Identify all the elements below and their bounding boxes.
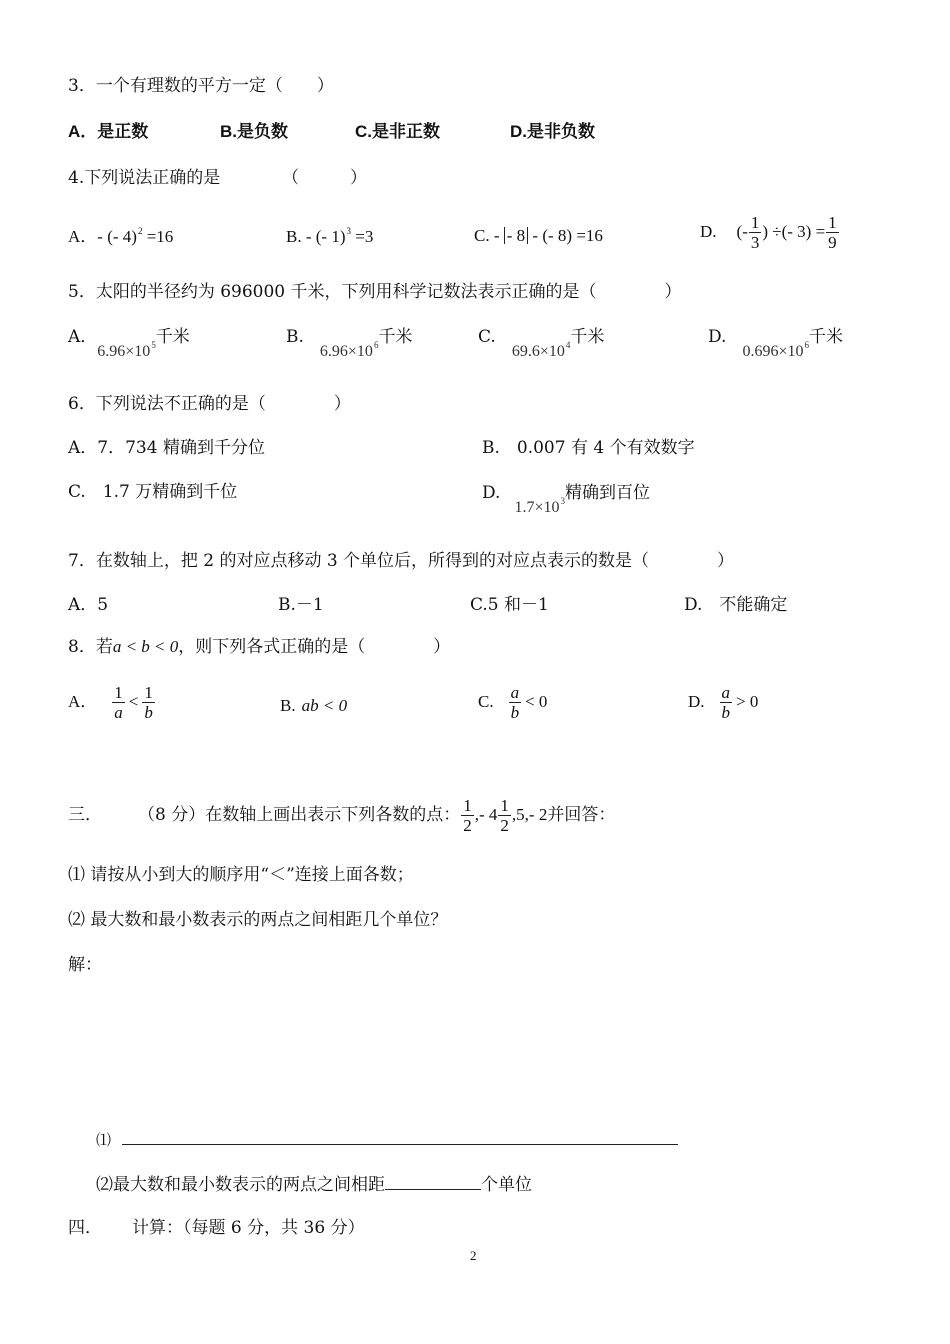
- q5-c-label: C.: [478, 327, 496, 347]
- sec3-answer-2-post: 个单位: [481, 1175, 532, 1195]
- q8-b-expr: ab < 0: [301, 696, 348, 715]
- q7-option-b: B.－1: [278, 595, 324, 615]
- q4-paren: （ ）: [282, 168, 367, 188]
- q4-a-result: =16: [142, 227, 174, 246]
- q6-d-post: 精确到百位: [564, 483, 650, 503]
- q8-stem-post: ，则下列各式正确的是（ ）: [178, 637, 451, 657]
- q4-a-expr: - (- 4): [97, 227, 137, 246]
- q5-c-base: 69.6×10: [511, 343, 565, 360]
- q4-d-frac-num: 1: [750, 213, 760, 232]
- sec3-intro: （8 分）在数轴上画出表示下列各数的点：: [138, 805, 461, 826]
- q5-b-label: B.: [286, 327, 304, 347]
- q4-a-exp: 2: [137, 226, 143, 236]
- q8-c-num: a: [510, 683, 520, 702]
- q4-c-label: C. -: [474, 226, 500, 245]
- sec3-frac-1: [461, 797, 474, 834]
- q8-a-left-num: 1: [114, 683, 123, 702]
- q5-b-base: 6.96×10: [319, 343, 373, 360]
- q6-stem: 6．下列说法不正确的是（ ）: [68, 394, 351, 414]
- q6-d-value: [514, 496, 565, 516]
- q5-stem: 5．太阳的半径约为 696000 千米，下列用科学记数法表示正确的是（ ）: [68, 282, 682, 302]
- q8-option-c: [478, 684, 547, 721]
- q4-b-expr: B. - (- 1): [286, 227, 346, 246]
- sec3-number: 三．: [68, 805, 102, 826]
- q6-d-base: 1.7×10: [514, 499, 560, 516]
- q8-a-right-num: 1: [144, 683, 153, 702]
- q5-b-value: [319, 340, 379, 360]
- q8-a-label: A．: [68, 692, 98, 712]
- q8-d-fraction: [720, 684, 733, 721]
- q8-c-relation: < 0: [525, 692, 548, 712]
- q7-stem: 7．在数轴上，把 2 的对应点移动 3 个单位后，所得到的对应点表示的数是（ ）: [68, 551, 735, 571]
- q8-a-frac-right: [142, 684, 155, 721]
- q5-c-exp: 4: [565, 340, 571, 350]
- sec3-answer-1-label: ⑴: [96, 1131, 112, 1149]
- sec4-heading: [68, 1218, 365, 1238]
- sec3-answer-1: [96, 1130, 678, 1149]
- q8-option-a: [68, 684, 156, 721]
- sec3-f1-den: 2: [463, 816, 472, 835]
- q5-d-label: D.: [708, 327, 727, 347]
- sec3-f2-den: 2: [500, 816, 509, 835]
- q3-option-c: C.是非正数: [355, 122, 440, 141]
- q8-a-right-den: b: [144, 703, 153, 722]
- q8-stem: [68, 637, 450, 657]
- q4-b-exp: 3: [346, 226, 351, 236]
- q5-d-unit: 千米: [808, 327, 843, 347]
- q8-d-den: b: [721, 703, 731, 722]
- sec3-mid2: ,5,- 2: [511, 805, 548, 825]
- q4-a-label: A．: [68, 227, 98, 246]
- q8-condition: a < b < 0: [112, 637, 179, 656]
- q4-option-b: [286, 226, 373, 247]
- q6-d-exp: 3: [560, 496, 565, 506]
- q5-a-unit: 千米: [155, 327, 190, 347]
- q4-option-a: [68, 226, 173, 247]
- q3-option-d: D.是非负数: [510, 122, 595, 141]
- q5-a-label: A．: [68, 327, 98, 347]
- q4-d-label: D.: [700, 222, 717, 242]
- q8-a-frac-left: [112, 684, 125, 721]
- q6-option-a: A．7．734 精确到千分位: [68, 438, 265, 458]
- q4-d-res-den: 9: [828, 233, 837, 252]
- q4-d-res-num: 1: [828, 213, 837, 232]
- sec3-answer-1-blank[interactable]: [122, 1130, 678, 1145]
- q5-b-unit: 千米: [378, 327, 413, 347]
- q4-option-d: [700, 214, 840, 251]
- sec3-heading: [68, 797, 615, 834]
- q5-a-exp: 5: [151, 340, 156, 350]
- q8-c-den: b: [510, 703, 520, 722]
- q3-option-b: B.是负数: [220, 122, 288, 141]
- q4-option-c: [474, 226, 603, 246]
- q4-d-open: (-: [736, 222, 748, 242]
- q7-option-a: A．5: [68, 595, 109, 615]
- q4-d-mid: ) ÷(- 3) =: [762, 222, 826, 242]
- q5-a-value: [97, 340, 156, 360]
- q5-c-unit: 千米: [570, 327, 605, 347]
- q6-option-b: B. 0.007 有 4 个有效数字: [482, 438, 695, 458]
- q5-d-base: 0.696×10: [742, 343, 804, 360]
- sec3-solution-label: 解：: [68, 955, 102, 975]
- q4-d-fraction: [749, 214, 762, 251]
- sec3-tail: 并回答：: [547, 805, 616, 826]
- q5-c-value: [511, 340, 571, 360]
- q8-stem-pre: 8．若: [68, 637, 113, 657]
- q8-d-num: a: [721, 683, 731, 702]
- page-number: 2: [470, 1248, 477, 1263]
- q6-d-label: D.: [482, 483, 501, 503]
- q7-option-c: C.5 和－1: [470, 595, 549, 615]
- sec3-answer-2: [96, 1173, 532, 1195]
- q8-option-d: [688, 684, 758, 721]
- q5-d-value: [742, 340, 809, 360]
- q4-c-result: - (- 8) =16: [532, 226, 603, 245]
- q8-a-relation: <: [128, 692, 139, 712]
- sec3-f1-num: 1: [463, 796, 472, 815]
- q8-d-relation: > 0: [736, 692, 759, 712]
- q8-c-fraction: [509, 684, 522, 721]
- q4-stem: 4.下列说法正确的是: [68, 168, 221, 188]
- sec3-answer-2-blank[interactable]: [385, 1173, 481, 1190]
- q4-b-result: =3: [350, 227, 374, 246]
- q8-b-label: B.: [280, 696, 296, 715]
- q3-option-a: A．是正数: [68, 122, 149, 141]
- q6-option-c: C. 1.7 万精确到千位: [68, 482, 238, 502]
- q8-option-b: [280, 696, 347, 716]
- q4-d-result-fraction: [826, 214, 839, 251]
- sec3-frac-2: [498, 797, 511, 834]
- q8-a-left-den: a: [114, 703, 123, 722]
- sec3-f2-num: 1: [500, 796, 509, 815]
- q5-d-exp: 6: [804, 340, 809, 350]
- sec3-part2: ⑵ 最大数和最小数表示的两点之间相距几个单位？: [68, 910, 448, 930]
- sec4-number: 四．: [68, 1218, 102, 1238]
- q5-a-base: 6.96×10: [97, 343, 151, 360]
- q8-c-label: C.: [478, 692, 494, 712]
- q4-c-abs: - 8: [504, 227, 528, 244]
- q3-stem: 3．一个有理数的平方一定（ ）: [68, 76, 334, 96]
- sec4-text: 计算：（每题 6 分，共 36 分）: [132, 1218, 365, 1238]
- sec3-answer-2-pre: ⑵最大数和最小数表示的两点之间相距: [96, 1175, 385, 1195]
- sec3-part1: ⑴ 请按从小到大的顺序用“＜”连接上面各数；: [68, 865, 414, 885]
- q4-d-frac-den: 3: [750, 233, 760, 252]
- q8-d-label: D.: [688, 692, 705, 712]
- q5-b-exp: 6: [373, 340, 379, 350]
- q7-option-d: D. 不能确定: [684, 595, 788, 615]
- sec3-mid1: ,- 4: [474, 805, 498, 825]
